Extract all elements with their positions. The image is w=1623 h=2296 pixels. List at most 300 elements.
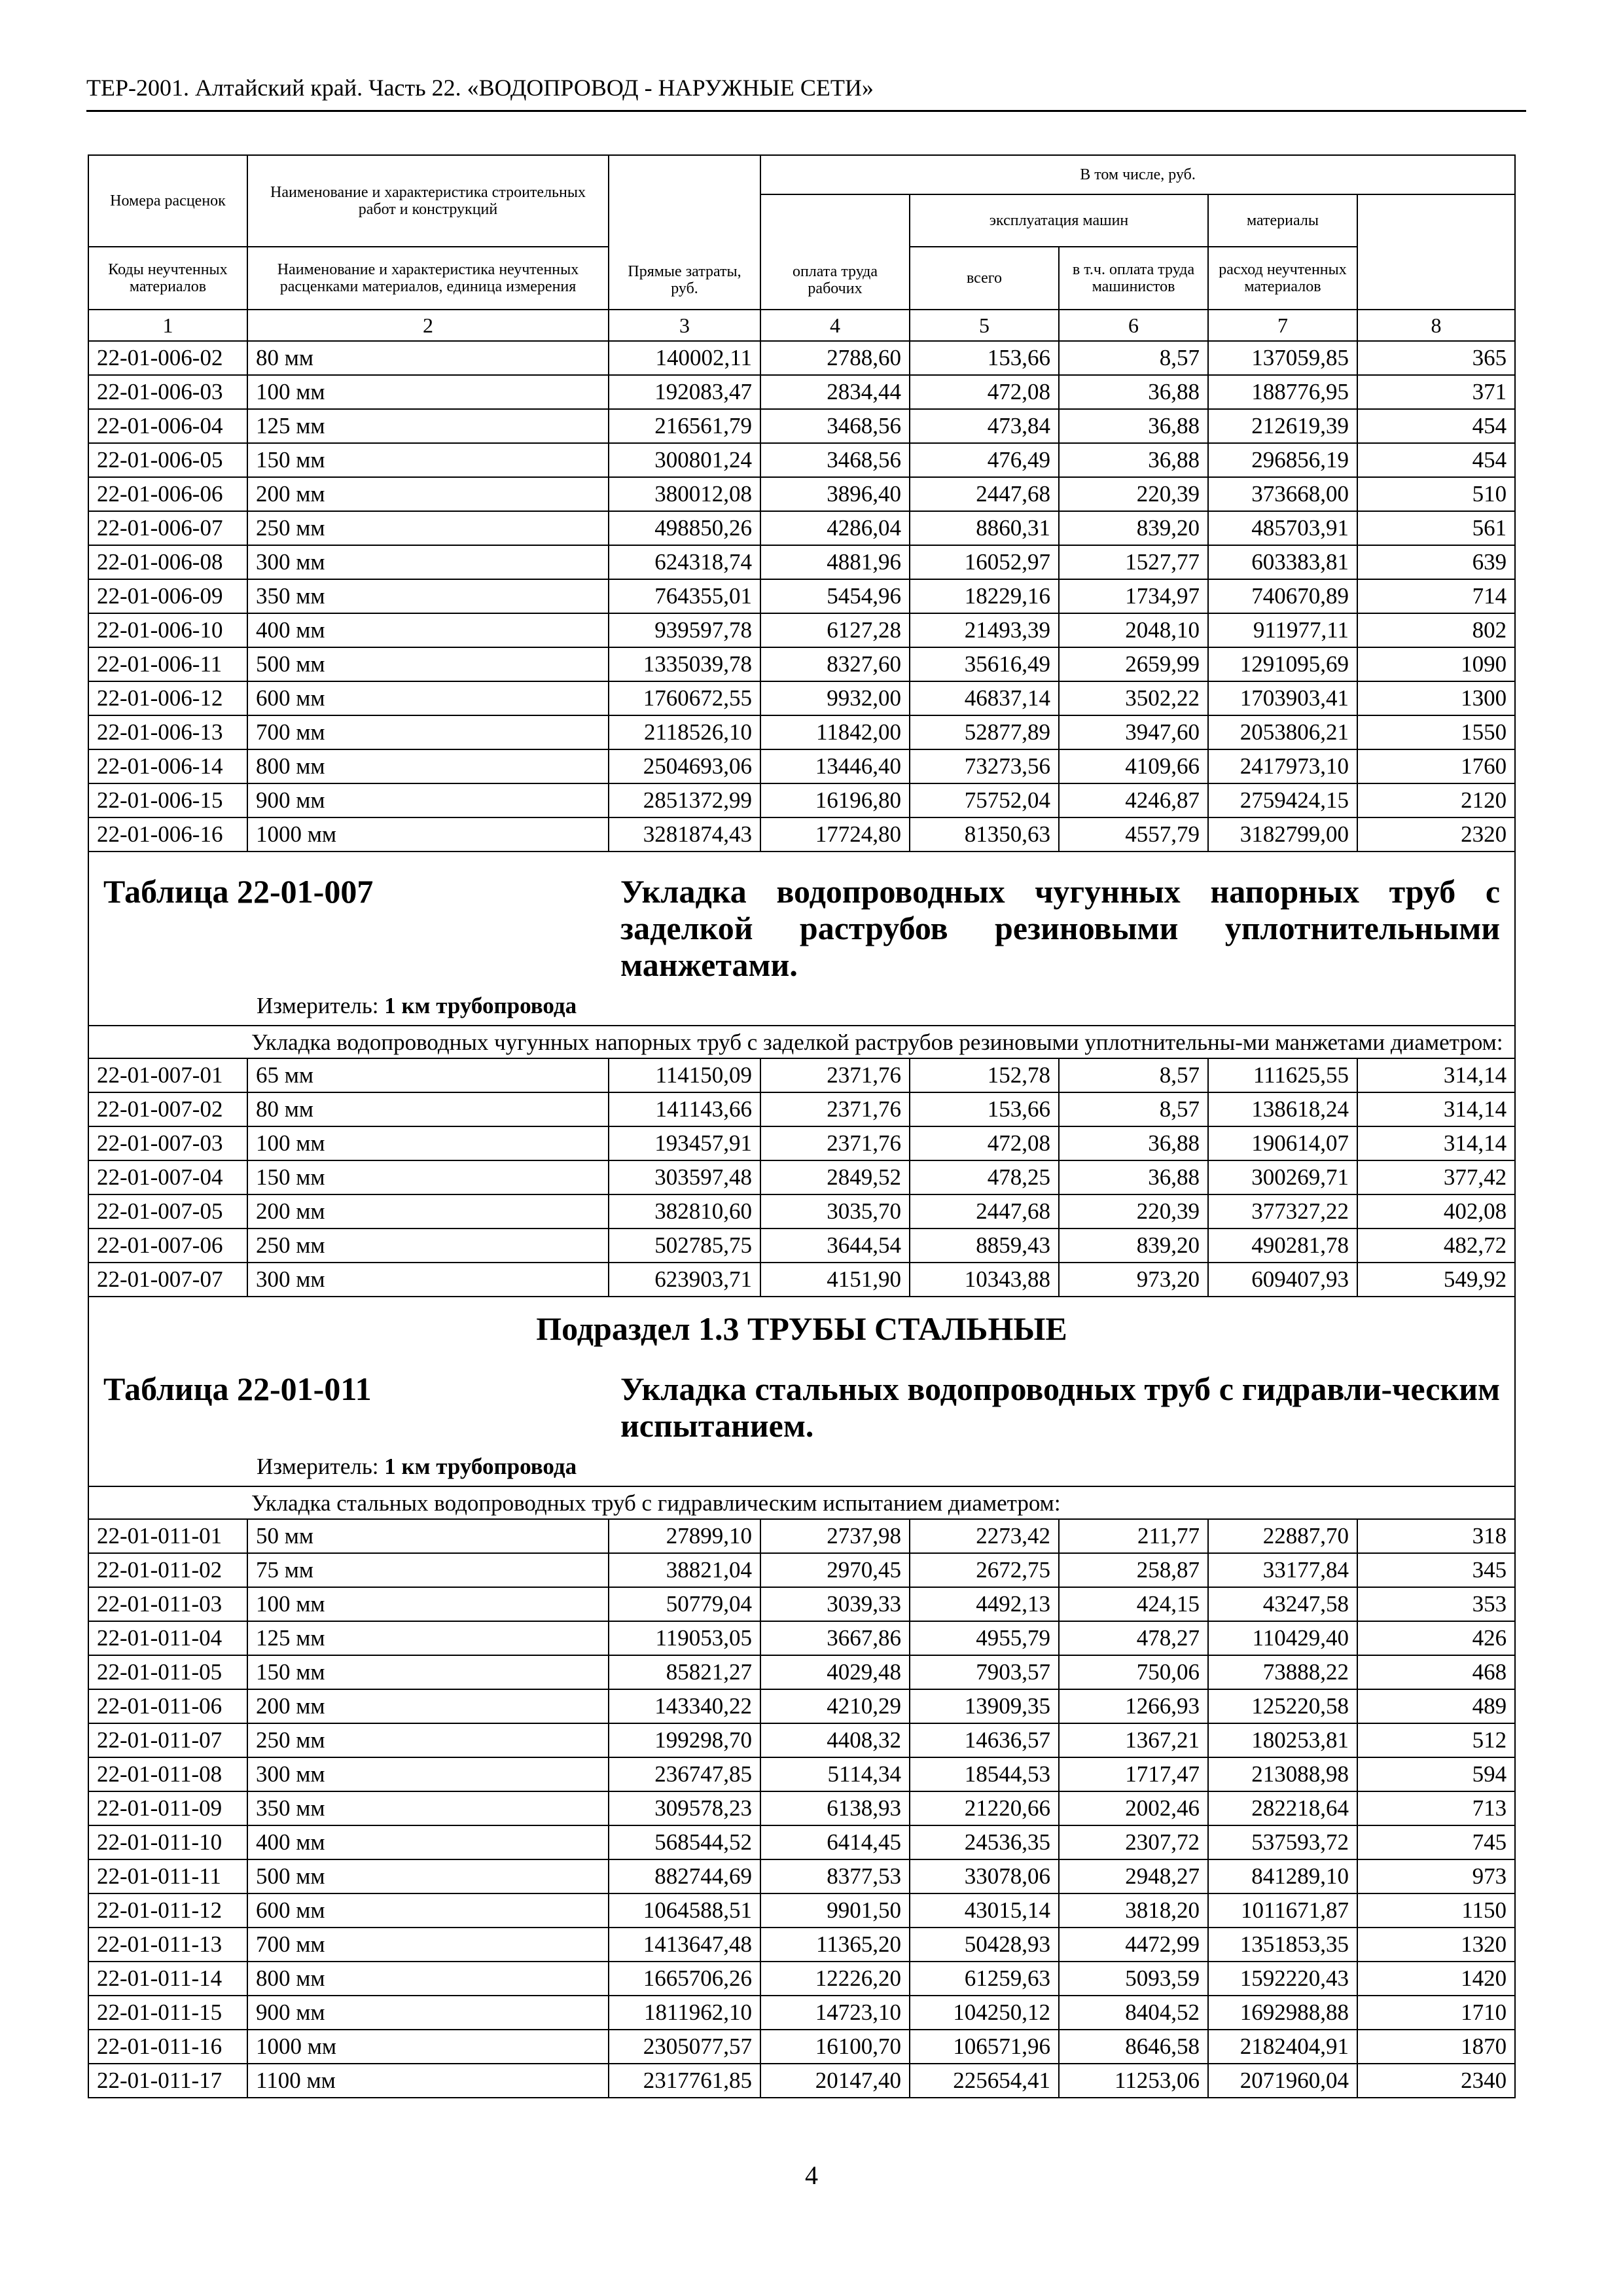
direct-costs-cell: 309578,23	[609, 1791, 760, 1825]
labor-cost-cell: 4881,96	[760, 545, 910, 579]
measure-value: 1 км трубопровода	[384, 993, 577, 1018]
machines-labor-cell: 3502,22	[1059, 681, 1208, 715]
rate-code-cell: 22-01-011-17	[88, 2064, 247, 2098]
table-row	[88, 1791, 1515, 1825]
labor-cost-cell: 3468,56	[760, 409, 910, 443]
rate-code-cell: 22-01-007-07	[88, 1263, 247, 1297]
table-007-label: Таблица 22-01-007	[103, 873, 374, 910]
labor-cost-cell: 17724,80	[760, 817, 910, 852]
direct-costs-cell: 303597,48	[609, 1160, 760, 1194]
labor-cost-cell: 4210,29	[760, 1689, 910, 1723]
rate-code-cell: 22-01-011-13	[88, 1928, 247, 1962]
work-name-cell: 80 мм	[247, 341, 609, 375]
th-including: В том числе, руб.	[760, 155, 1515, 194]
work-name-cell: 1000 мм	[247, 2030, 609, 2064]
machines-labor-cell: 4109,66	[1059, 749, 1208, 783]
work-name-cell: 100 мм	[247, 375, 609, 409]
column-number: 6	[1059, 310, 1208, 341]
materials-cost-cell: 110429,40	[1208, 1621, 1357, 1655]
direct-costs-cell: 3281874,43	[609, 817, 760, 852]
labor-cost-cell: 13446,40	[760, 749, 910, 783]
machines-labor-cell: 839,20	[1059, 511, 1208, 545]
materials-cost-cell: 377327,22	[1208, 1194, 1357, 1229]
machines-total-cell: 153,66	[910, 1092, 1059, 1126]
work-name-cell: 80 мм	[247, 1092, 609, 1126]
labor-hours-cell: 1760	[1357, 749, 1515, 783]
machines-labor-cell: 1527,77	[1059, 545, 1208, 579]
labor-cost-cell: 3667,86	[760, 1621, 910, 1655]
measure-prefix: Измеритель:	[257, 993, 379, 1018]
work-name-cell: 500 мм	[247, 1859, 609, 1893]
materials-cost-cell: 2053806,21	[1208, 715, 1357, 749]
direct-costs-cell: 27899,10	[609, 1519, 760, 1553]
measure-value: 1 км трубопровода	[384, 1454, 577, 1479]
work-name-cell: 200 мм	[247, 1689, 609, 1723]
machines-total-cell: 14636,57	[910, 1723, 1059, 1757]
work-name-cell: 350 мм	[247, 1791, 609, 1825]
materials-cost-cell: 485703,91	[1208, 511, 1357, 545]
table-row	[88, 443, 1515, 477]
machines-total-cell: 2447,68	[910, 1194, 1059, 1229]
machines-labor-cell: 5093,59	[1059, 1962, 1208, 1996]
machines-labor-cell: 424,15	[1059, 1587, 1208, 1621]
machines-total-cell: 104250,12	[910, 1996, 1059, 2030]
labor-cost-cell: 6138,93	[760, 1791, 910, 1825]
rows-table-006	[88, 341, 1515, 852]
table-row	[88, 375, 1515, 409]
rate-code-cell: 22-01-006-04	[88, 409, 247, 443]
labor-cost-cell: 4408,32	[760, 1723, 910, 1757]
labor-hours-cell: 561	[1357, 511, 1515, 545]
work-name-cell: 800 мм	[247, 1962, 609, 1996]
labor-cost-cell: 4151,90	[760, 1263, 910, 1297]
labor-hours-cell: 468	[1357, 1655, 1515, 1689]
direct-costs-cell: 498850,26	[609, 511, 760, 545]
machines-total-cell: 75752,04	[910, 783, 1059, 817]
work-name-cell: 500 мм	[247, 647, 609, 681]
work-name-cell: 100 мм	[247, 1126, 609, 1160]
direct-costs-cell: 85821,27	[609, 1655, 760, 1689]
table-row	[88, 1825, 1515, 1859]
machines-labor-cell: 750,06	[1059, 1655, 1208, 1689]
work-name-cell: 1100 мм	[247, 2064, 609, 2098]
table-007-group-title: Укладка водопроводных чугунных напорных труб с заделкой раструбов резиновыми уплотнительны-ми манжетами диаметром:	[88, 1026, 1515, 1058]
table-007-title-block	[88, 852, 1515, 1026]
work-name-cell: 400 мм	[247, 1825, 609, 1859]
th-codes-top: Номера расценок	[88, 155, 247, 247]
work-name-cell: 100 мм	[247, 1587, 609, 1621]
direct-costs-cell: 50779,04	[609, 1587, 760, 1621]
table-row	[88, 1229, 1515, 1263]
labor-hours-cell: 345	[1357, 1553, 1515, 1587]
machines-labor-cell: 8404,52	[1059, 1996, 1208, 2030]
machines-total-cell: 472,08	[910, 1126, 1059, 1160]
labor-cost-cell: 12226,20	[760, 1962, 910, 1996]
work-name-cell: 150 мм	[247, 1655, 609, 1689]
machines-labor-cell: 4246,87	[1059, 783, 1208, 817]
direct-costs-cell: 380012,08	[609, 477, 760, 511]
materials-cost-cell: 33177,84	[1208, 1553, 1357, 1587]
table-row	[88, 1621, 1515, 1655]
direct-costs-cell: 193457,91	[609, 1126, 760, 1160]
th-codes-bottom: Коды неучтенных материалов	[88, 247, 247, 310]
table-row	[88, 1893, 1515, 1928]
rate-code-cell: 22-01-007-01	[88, 1058, 247, 1092]
rate-code-cell: 22-01-006-07	[88, 511, 247, 545]
machines-total-cell: 18229,16	[910, 579, 1059, 613]
rate-code-cell: 22-01-006-02	[88, 341, 247, 375]
labor-hours-cell: 973	[1357, 1859, 1515, 1893]
page-header: ТЕР-2001. Алтайский край. Часть 22. «ВОДОПРОВОД - НАРУЖНЫЕ СЕТИ»	[86, 73, 1526, 112]
table-row	[88, 1126, 1515, 1160]
th-name-bottom: Наименование и характеристика неучтенных расценками материалов, единица измерения	[247, 247, 609, 310]
work-name-cell: 200 мм	[247, 477, 609, 511]
table-011-label: Таблица 22-01-011	[103, 1371, 372, 1407]
direct-costs-cell: 568544,52	[609, 1825, 760, 1859]
direct-costs-cell: 2317761,85	[609, 2064, 760, 2098]
materials-cost-cell: 296856,19	[1208, 443, 1357, 477]
direct-costs-cell: 199298,70	[609, 1723, 760, 1757]
labor-hours-cell: 1870	[1357, 2030, 1515, 2064]
rate-code-cell: 22-01-011-08	[88, 1757, 247, 1791]
table-row	[88, 783, 1515, 817]
machines-labor-cell: 3818,20	[1059, 1893, 1208, 1928]
rate-code-cell: 22-01-011-12	[88, 1893, 247, 1928]
materials-cost-cell: 22887,70	[1208, 1519, 1357, 1553]
table-row	[88, 511, 1515, 545]
machines-labor-cell: 36,88	[1059, 375, 1208, 409]
machines-labor-cell: 2048,10	[1059, 613, 1208, 647]
labor-cost-cell: 3039,33	[760, 1587, 910, 1621]
labor-hours-cell: 1150	[1357, 1893, 1515, 1928]
direct-costs-cell: 38821,04	[609, 1553, 760, 1587]
machines-total-cell: 478,25	[910, 1160, 1059, 1194]
machines-labor-cell: 4472,99	[1059, 1928, 1208, 1962]
labor-hours-cell: 713	[1357, 1791, 1515, 1825]
direct-costs-cell: 2504693,06	[609, 749, 760, 783]
column-number: 3	[609, 310, 760, 341]
labor-hours-cell: 314,14	[1357, 1126, 1515, 1160]
materials-cost-cell: 212619,39	[1208, 409, 1357, 443]
work-name-cell: 150 мм	[247, 1160, 609, 1194]
labor-hours-cell: 1320	[1357, 1928, 1515, 1962]
th-materials: материалы	[1208, 194, 1357, 247]
machines-total-cell: 21220,66	[910, 1791, 1059, 1825]
materials-cost-cell: 125220,58	[1208, 1689, 1357, 1723]
labor-hours-cell: 745	[1357, 1825, 1515, 1859]
materials-cost-cell: 1692988,88	[1208, 1996, 1357, 2030]
machines-total-cell: 476,49	[910, 443, 1059, 477]
th-machines: эксплуатация машин	[910, 194, 1208, 247]
table-row	[88, 1194, 1515, 1229]
labor-cost-cell: 2849,52	[760, 1160, 910, 1194]
table-011-group-title: Укладка стальных водопроводных труб с гидравлическим испытанием диаметром:	[88, 1486, 1515, 1519]
labor-cost-cell: 3896,40	[760, 477, 910, 511]
machines-labor-cell: 839,20	[1059, 1229, 1208, 1263]
labor-cost-cell: 9932,00	[760, 681, 910, 715]
table-011-title-block	[88, 1297, 1515, 1486]
labor-cost-cell: 20147,40	[760, 2064, 910, 2098]
machines-labor-cell: 1367,21	[1059, 1723, 1208, 1757]
table-row	[88, 647, 1515, 681]
materials-cost-cell: 282218,64	[1208, 1791, 1357, 1825]
direct-costs-cell: 119053,05	[609, 1621, 760, 1655]
materials-cost-cell: 138618,24	[1208, 1092, 1357, 1126]
machines-labor-cell: 973,20	[1059, 1263, 1208, 1297]
direct-costs-cell: 1064588,51	[609, 1893, 760, 1928]
materials-cost-cell: 841289,10	[1208, 1859, 1357, 1893]
machines-total-cell: 2273,42	[910, 1519, 1059, 1553]
labor-hours-cell: 2340	[1357, 2064, 1515, 2098]
rate-code-cell: 22-01-011-10	[88, 1825, 247, 1859]
materials-cost-cell: 373668,00	[1208, 477, 1357, 511]
work-name-cell: 600 мм	[247, 1893, 609, 1928]
rate-code-cell: 22-01-006-15	[88, 783, 247, 817]
machines-labor-cell: 258,87	[1059, 1553, 1208, 1587]
machines-total-cell: 4492,13	[910, 1587, 1059, 1621]
page-number: 4	[805, 2161, 818, 2190]
materials-cost-cell: 2417973,10	[1208, 749, 1357, 783]
materials-cost-cell: 190614,07	[1208, 1126, 1357, 1160]
machines-total-cell: 8859,43	[910, 1229, 1059, 1263]
rate-code-cell: 22-01-006-08	[88, 545, 247, 579]
rate-code-cell: 22-01-011-01	[88, 1519, 247, 1553]
labor-cost-cell: 2371,76	[760, 1126, 910, 1160]
labor-hours-cell: 1300	[1357, 681, 1515, 715]
labor-cost-cell: 2970,45	[760, 1553, 910, 1587]
work-name-cell: 200 мм	[247, 1194, 609, 1229]
direct-costs-cell: 216561,79	[609, 409, 760, 443]
table-row	[88, 1263, 1515, 1297]
machines-total-cell: 4955,79	[910, 1621, 1059, 1655]
rate-code-cell: 22-01-011-07	[88, 1723, 247, 1757]
labor-cost-cell: 3035,70	[760, 1194, 910, 1229]
materials-cost-cell: 180253,81	[1208, 1723, 1357, 1757]
table-row	[88, 1723, 1515, 1757]
labor-cost-cell: 16100,70	[760, 2030, 910, 2064]
column-number: 2	[247, 310, 609, 341]
table-row	[88, 545, 1515, 579]
rate-code-cell: 22-01-006-03	[88, 375, 247, 409]
work-name-cell: 150 мм	[247, 443, 609, 477]
materials-cost-cell: 2182404,91	[1208, 2030, 1357, 2064]
work-name-cell: 700 мм	[247, 715, 609, 749]
rate-code-cell: 22-01-006-11	[88, 647, 247, 681]
table-row	[88, 2030, 1515, 2064]
table-header	[88, 155, 1515, 341]
table-row	[88, 579, 1515, 613]
labor-hours-cell: 314,14	[1357, 1058, 1515, 1092]
table-row	[88, 1092, 1515, 1126]
materials-cost-cell: 1592220,43	[1208, 1962, 1357, 1996]
table-row	[88, 1689, 1515, 1723]
direct-costs-cell: 300801,24	[609, 443, 760, 477]
machines-total-cell: 152,78	[910, 1058, 1059, 1092]
table-row	[88, 1928, 1515, 1962]
labor-cost-cell: 2737,98	[760, 1519, 910, 1553]
direct-costs-cell: 502785,75	[609, 1229, 760, 1263]
direct-costs-cell: 1413647,48	[609, 1928, 760, 1962]
machines-labor-cell: 36,88	[1059, 1160, 1208, 1194]
machines-total-cell: 225654,41	[910, 2064, 1059, 2098]
work-name-cell: 125 мм	[247, 1621, 609, 1655]
work-name-cell: 800 мм	[247, 749, 609, 783]
rate-code-cell: 22-01-007-06	[88, 1229, 247, 1263]
machines-total-cell: 21493,39	[910, 613, 1059, 647]
labor-hours-cell: 365	[1357, 341, 1515, 375]
rate-code-cell: 22-01-007-03	[88, 1126, 247, 1160]
materials-cost-cell: 740670,89	[1208, 579, 1357, 613]
th-machines-total: всего	[910, 247, 1059, 310]
machines-labor-cell: 2307,72	[1059, 1825, 1208, 1859]
work-name-cell: 250 мм	[247, 1229, 609, 1263]
table-row	[88, 1859, 1515, 1893]
labor-cost-cell: 2834,44	[760, 375, 910, 409]
work-name-cell: 50 мм	[247, 1519, 609, 1553]
work-name-cell: 75 мм	[247, 1553, 609, 1587]
direct-costs-cell: 2851372,99	[609, 783, 760, 817]
direct-costs-cell: 382810,60	[609, 1194, 760, 1229]
materials-cost-cell: 111625,55	[1208, 1058, 1357, 1092]
work-name-cell: 600 мм	[247, 681, 609, 715]
column-number: 5	[910, 310, 1059, 341]
labor-hours-cell: 318	[1357, 1519, 1515, 1553]
labor-hours-cell: 512	[1357, 1723, 1515, 1757]
th-machines-labor: в т.ч. оплата труда машинистов	[1059, 247, 1208, 310]
work-name-cell: 1000 мм	[247, 817, 609, 852]
table-row	[88, 681, 1515, 715]
materials-cost-cell: 1351853,35	[1208, 1928, 1357, 1962]
column-number: 1	[88, 310, 247, 341]
machines-labor-cell: 8,57	[1059, 1058, 1208, 1092]
table-row	[88, 1058, 1515, 1092]
materials-cost-cell: 1291095,69	[1208, 647, 1357, 681]
work-name-cell: 250 мм	[247, 1723, 609, 1757]
labor-cost-cell: 2371,76	[760, 1058, 910, 1092]
labor-cost-cell: 4286,04	[760, 511, 910, 545]
column-numbers-row	[88, 310, 1515, 341]
rate-code-cell: 22-01-011-14	[88, 1962, 247, 1996]
machines-total-cell: 2672,75	[910, 1553, 1059, 1587]
machines-total-cell: 2447,68	[910, 477, 1059, 511]
work-name-cell: 300 мм	[247, 1263, 609, 1297]
materials-cost-cell: 1703903,41	[1208, 681, 1357, 715]
machines-labor-cell: 1734,97	[1059, 579, 1208, 613]
table-011-measure	[257, 1452, 1500, 1482]
table-row	[88, 1519, 1515, 1553]
work-name-cell: 125 мм	[247, 409, 609, 443]
table-row	[88, 1962, 1515, 1996]
column-number: 7	[1208, 310, 1357, 341]
machines-total-cell: 35616,49	[910, 647, 1059, 681]
labor-cost-cell: 4029,48	[760, 1655, 910, 1689]
table-011-description: Укладка стальных водопроводных труб с гидравли-ческим испытанием.	[620, 1371, 1501, 1444]
labor-hours-cell: 549,92	[1357, 1263, 1515, 1297]
labor-hours-cell: 402,08	[1357, 1194, 1515, 1229]
labor-hours-cell: 1550	[1357, 715, 1515, 749]
rate-code-cell: 22-01-007-05	[88, 1194, 247, 1229]
direct-costs-cell: 236747,85	[609, 1757, 760, 1791]
direct-costs-cell: 140002,11	[609, 341, 760, 375]
labor-hours-cell: 2320	[1357, 817, 1515, 852]
machines-total-cell: 50428,93	[910, 1928, 1059, 1962]
labor-hours-cell: 454	[1357, 443, 1515, 477]
labor-hours-cell: 594	[1357, 1757, 1515, 1791]
labor-cost-cell: 11842,00	[760, 715, 910, 749]
work-name-cell: 65 мм	[247, 1058, 609, 1092]
machines-total-cell: 73273,56	[910, 749, 1059, 783]
table-row	[88, 1757, 1515, 1791]
materials-cost-cell: 213088,98	[1208, 1757, 1357, 1791]
column-number: 8	[1357, 310, 1515, 341]
direct-costs-cell: 1811962,10	[609, 1996, 760, 2030]
machines-total-cell: 10343,88	[910, 1263, 1059, 1297]
table-row	[88, 1587, 1515, 1621]
labor-cost-cell: 3644,54	[760, 1229, 910, 1263]
rate-code-cell: 22-01-011-02	[88, 1553, 247, 1587]
machines-labor-cell: 36,88	[1059, 443, 1208, 477]
rate-code-cell: 22-01-006-06	[88, 477, 247, 511]
th-labor: оплата труда рабочих	[760, 194, 910, 310]
labor-hours-cell: 1420	[1357, 1962, 1515, 1996]
labor-cost-cell: 5454,96	[760, 579, 910, 613]
th-materials-unaccounted: расход неучтенных материалов	[1208, 247, 1357, 310]
table-row	[88, 715, 1515, 749]
labor-hours-cell: 489	[1357, 1689, 1515, 1723]
rate-code-cell: 22-01-011-16	[88, 2030, 247, 2064]
table-row	[88, 1655, 1515, 1689]
work-name-cell: 400 мм	[247, 613, 609, 647]
labor-cost-cell: 5114,34	[760, 1757, 910, 1791]
labor-cost-cell: 2371,76	[760, 1092, 910, 1126]
labor-cost-cell: 14723,10	[760, 1996, 910, 2030]
machines-labor-cell: 2659,99	[1059, 647, 1208, 681]
machines-total-cell: 13909,35	[910, 1689, 1059, 1723]
direct-costs-cell: 141143,66	[609, 1092, 760, 1126]
work-name-cell: 300 мм	[247, 545, 609, 579]
rate-code-cell: 22-01-006-10	[88, 613, 247, 647]
rate-code-cell: 22-01-011-15	[88, 1996, 247, 2030]
materials-cost-cell: 1011671,87	[1208, 1893, 1357, 1928]
rate-code-cell: 22-01-006-16	[88, 817, 247, 852]
materials-cost-cell: 43247,58	[1208, 1587, 1357, 1621]
labor-hours-cell: 1710	[1357, 1996, 1515, 2030]
work-name-cell: 300 мм	[247, 1757, 609, 1791]
table-row	[88, 1553, 1515, 1587]
table-007-heading	[88, 852, 1515, 1058]
direct-costs-cell: 624318,74	[609, 545, 760, 579]
labor-hours-cell: 353	[1357, 1587, 1515, 1621]
machines-labor-cell: 3947,60	[1059, 715, 1208, 749]
rate-code-cell: 22-01-011-03	[88, 1587, 247, 1621]
table-007-measure	[257, 991, 1500, 1021]
machines-total-cell: 33078,06	[910, 1859, 1059, 1893]
table-row	[88, 1996, 1515, 2030]
rate-code-cell: 22-01-011-06	[88, 1689, 247, 1723]
labor-hours-cell: 482,72	[1357, 1229, 1515, 1263]
machines-total-cell: 106571,96	[910, 2030, 1059, 2064]
direct-costs-cell: 2305077,57	[609, 2030, 760, 2064]
labor-cost-cell: 11365,20	[760, 1928, 910, 1962]
machines-total-cell: 43015,14	[910, 1893, 1059, 1928]
materials-cost-cell: 73888,22	[1208, 1655, 1357, 1689]
table-row	[88, 749, 1515, 783]
direct-costs-cell: 1665706,26	[609, 1962, 760, 1996]
rate-code-cell: 22-01-011-11	[88, 1859, 247, 1893]
table-row	[88, 613, 1515, 647]
rate-code-cell: 22-01-011-05	[88, 1655, 247, 1689]
labor-hours-cell: 802	[1357, 613, 1515, 647]
